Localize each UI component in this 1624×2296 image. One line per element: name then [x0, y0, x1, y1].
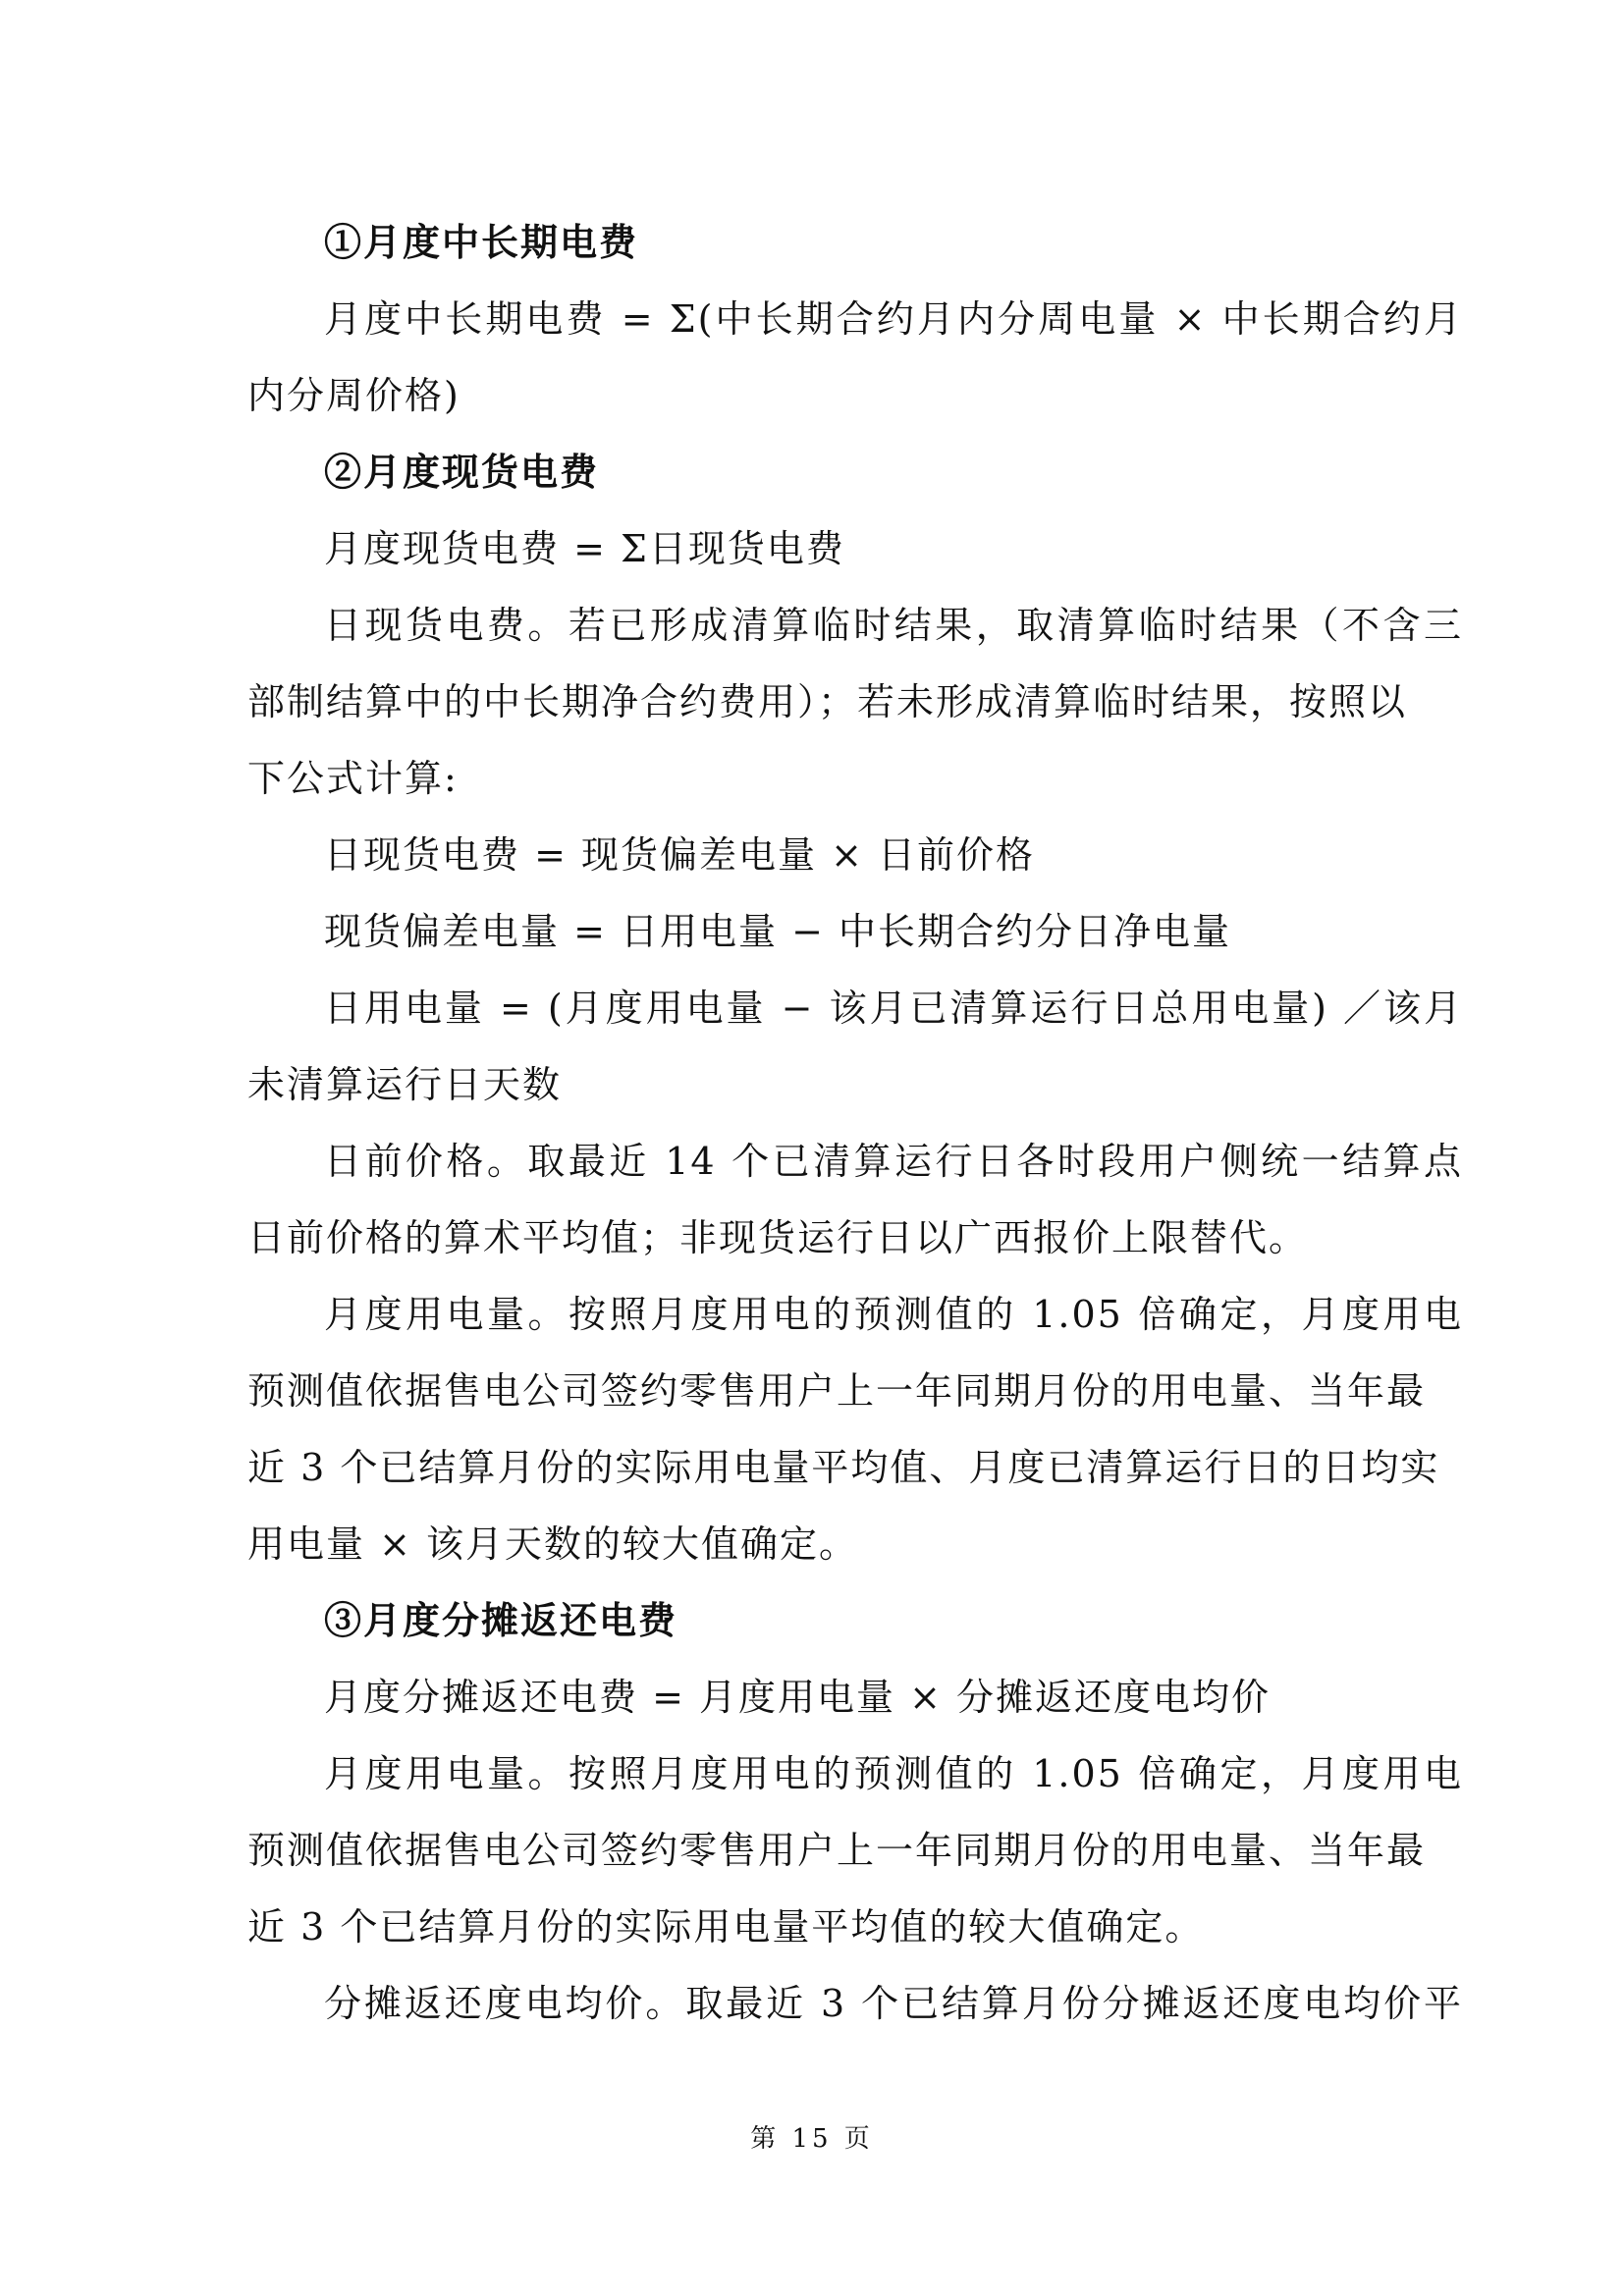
paragraph-line: 月度用电量。按照月度用电的预测值的 1.05 倍确定，月度用电 — [324, 1293, 1463, 1336]
paragraph-line: 预测值依据售电公司签约零售用户上一年同期月份的用电量、当年最 — [247, 1369, 1427, 1413]
page-number: 第 15 页 — [750, 2124, 874, 2154]
paragraph-line: 月度用电量。按照月度用电的预测值的 1.05 倍确定，月度用电 — [324, 1752, 1463, 1795]
paragraph-line: 日用电量 = (月度用电量 − 该月已清算运行日总用电量) ／该月 — [324, 987, 1463, 1030]
paragraph-line: 日现货电费 = 现货偏差电量 × 日前价格 — [324, 833, 1035, 877]
paragraph-line: 未清算运行日天数 — [247, 1063, 563, 1106]
paragraph-line: 月度分摊返还电费 = 月度用电量 × 分摊返还度电均价 — [324, 1676, 1271, 1719]
paragraph-line: 近 3 个已结算月份的实际用电量平均值、月度已清算运行日的日均实 — [247, 1446, 1440, 1489]
paragraph-line: 部制结算中的中长期净合约费用）；若未形成清算临时结果，按照以 — [247, 680, 1408, 723]
paragraph-line: 日前价格的算术平均值；非现货运行日以广西报价上限替代。 — [247, 1216, 1309, 1259]
paragraph-line: 内分周价格) — [247, 374, 460, 417]
paragraph-line: 预测值依据售电公司签约零售用户上一年同期月份的用电量、当年最 — [247, 1829, 1427, 1872]
paragraph-line: 月度现货电费 = Σ日现货电费 — [324, 527, 845, 570]
paragraph-line: 分摊返还度电均价。取最近 3 个已结算月份分摊返还度电均价平 — [324, 1982, 1463, 2025]
paragraph-line: 近 3 个已结算月份的实际用电量平均值的较大值确定。 — [247, 1905, 1205, 1949]
heading-monthly-spot-fee: ②月度现货电费 — [324, 450, 600, 494]
paragraph-line: 下公式计算: — [247, 757, 459, 800]
paragraph-line: 月度中长期电费 = Σ(中长期合约月内分周电量 × 中长期合约月 — [324, 297, 1463, 341]
paragraph-line: 日现货电费。若已形成清算临时结果，取清算临时结果（不含三 — [324, 604, 1463, 647]
heading-monthly-long-term-fee: ①月度中长期电费 — [324, 220, 639, 264]
paragraph-line: 日前价格。取最近 14 个已清算运行日各时段用户侧统一结算点 — [324, 1140, 1463, 1183]
paragraph-line: 现货偏差电量 = 日用电量 − 中长期合约分日净电量 — [324, 910, 1231, 953]
heading-monthly-allocation-refund-fee: ③月度分摊返还电费 — [324, 1598, 678, 1642]
paragraph-line: 用电量 × 该月天数的较大值确定。 — [247, 1522, 858, 1566]
